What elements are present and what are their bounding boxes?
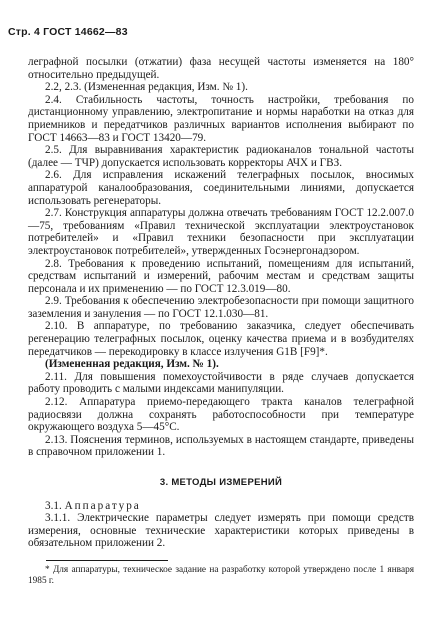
paragraph-2-4: 2.4. Стабильность частоты, точность настройки, требования по дистанционному управлению, электропитание и нормы наработки на отказ для приемников и передатчиков различных вариантов исполнения выбирают по ГОСТ 14663—83 и ГОСТ 13420—79.: [28, 93, 414, 144]
paragraph-2-11: 2.11. Для повышения помехоустойчивости в ряде случаев допускается работу проводить с малыми индексами манипуляции.: [28, 370, 414, 396]
footnote-rule: [46, 560, 168, 561]
paragraph-continuation: леграфной посылки (отжатии) фаза несущей частоты изменяется на 180° относительно предыдущей.: [28, 56, 414, 81]
amendment-note: (Измененная редакция, Изм. № 1).: [45, 358, 219, 371]
paragraph-2-6: 2.6. Для исправления искажений телеграфных посылок, вносимых аппаратурой каналообразования, соединительными линиями, допускается использовать регенераторы.: [28, 169, 414, 207]
footnote: * Для аппаратуры, техническое задание на разработку которой утверждено после 1 января 1985 г.: [28, 564, 414, 586]
paragraph-2-10: 2.10. В аппаратуре, по требованию заказчика, следует обеспечивать регенерацию телеграфных посылок, оценку качества приема и в возбудителях передатчиков — перекодировку в классе излучения G1B [F9]*.: [28, 320, 414, 358]
subsection-number: 3.1.: [45, 499, 62, 512]
subsection-heading: [28, 500, 414, 513]
paragraph-2-12: 2.12. Аппаратура приемо-передающего тракта каналов телеграфной радиосвязи должна сохранять работоспособности при температуре окружающего воздуха 5—45°С.: [28, 396, 414, 434]
paragraph-2-9: 2.9. Требования к обеспечению электробезопасности при помощи защитного заземления и зануления — по ГОСТ 12.1.030—81.: [28, 295, 414, 320]
section-heading: 3. МЕТОДЫ ИЗМЕРЕНИЙ: [159, 477, 283, 488]
document-body: [28, 56, 414, 587]
paragraph-2-7: 2.7. Конструкция аппаратуры должна отвечать требованиям ГОСТ 12.2.007.0—75, требованиям «Правил технической эксплуатации электроустановок потребителей» и «Правил техники безопасности при эксплуатации электроустановок потребителей», утвержденных Госэнергонадзором.: [28, 207, 414, 257]
paragraph-2-8: 2.8. Требования к проведению испытаний, помещениям для испытаний, средствам испытаний и измерений, рабочим местам и средствам защиты персонала и их применению — по ГОСТ 12.3.019—80.: [28, 257, 414, 295]
paragraph-2-5: 2.5. Для выравнивания характеристик радиоканалов тональной частоты (далее — ТЧР) допускается использовать корректоры АЧХ и ГВЗ.: [28, 144, 414, 169]
subsection-title: Аппаратура: [64, 499, 141, 512]
page-header: Стр. 4 ГОСТ 14662—83: [8, 26, 128, 38]
paragraph-2-2-2-3: 2.2, 2.3. (Измененная редакция, Изм. № 1).: [45, 81, 248, 94]
paragraph-3-1-1: 3.1.1. Электрические параметры следует измерять при помощи средств измерения, основные технические характеристики которых приведены в обязательном приложении 2.: [28, 512, 414, 550]
paragraph-2-13: 2.13. Пояснения терминов, используемых в настоящем стандарте, приведены в справочном приложении 1.: [28, 433, 414, 459]
